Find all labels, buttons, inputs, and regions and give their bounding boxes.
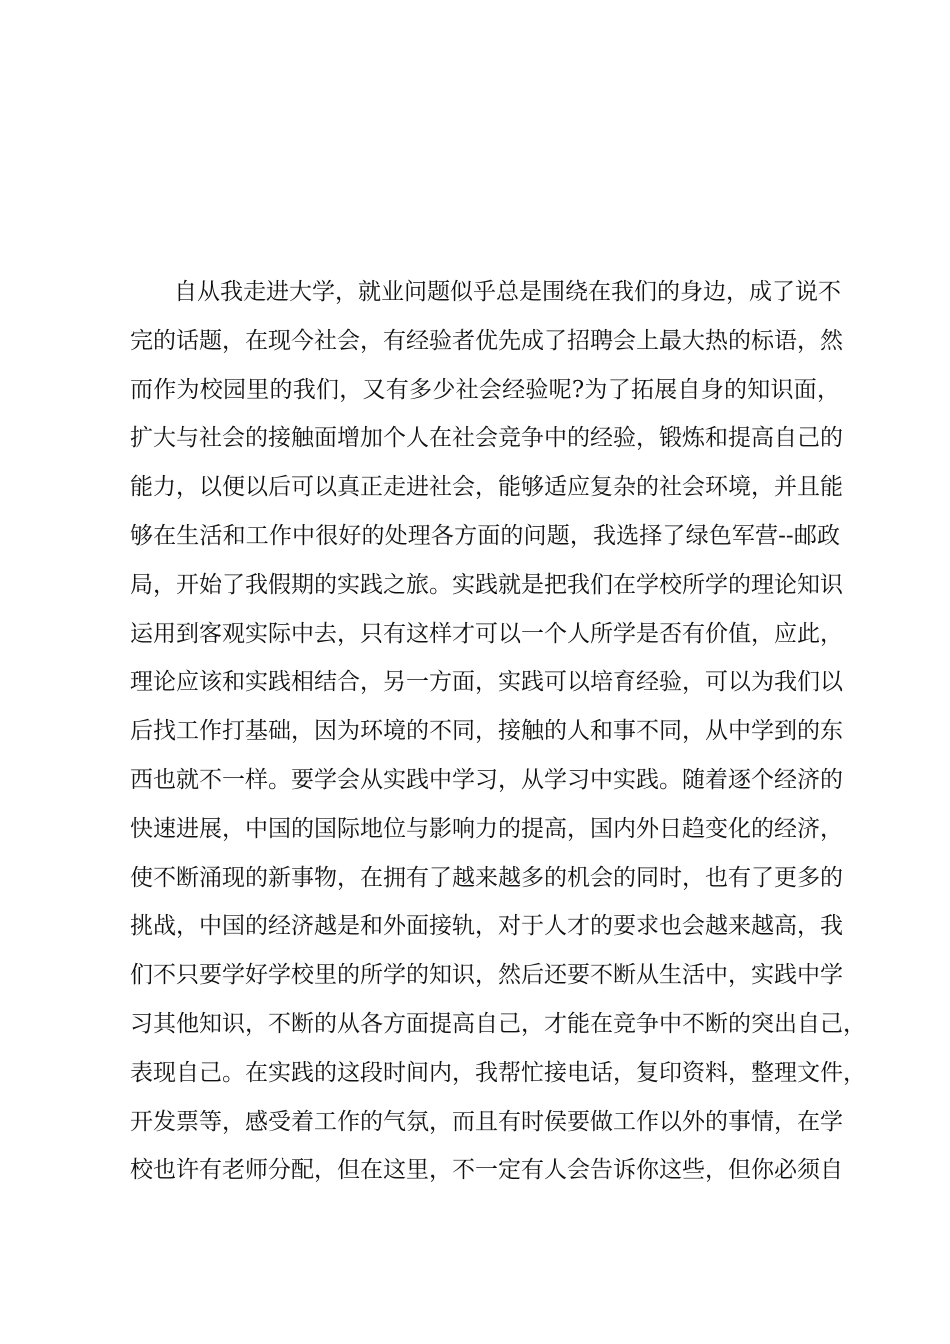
text-line: 完的话题，在现今社会，有经验者优先成了招聘会上最大热的标语，然	[130, 327, 843, 354]
text-line: 习其他知识，不断的从各方面提高自己，才能在竞争中不断的突出自己，	[130, 1010, 866, 1037]
text-line: 自从我走进大学，就业问题似乎总是围绕在我们的身边，成了说不	[174, 279, 841, 305]
text-line: 理论应该和实践相结合，另一方面，实践可以培育经验，可以为我们以	[130, 669, 843, 696]
text-line: 表现自己。在实践的这段时间内，我帮忙接电话，复印资料，整理文件，	[130, 1059, 866, 1086]
text-line: 挑战，中国的经济越是和外面接轨，对于人才的要求也会越来越高，我	[130, 913, 843, 940]
text-line: 局，开始了我假期的实践之旅。实践就是把我们在学校所学的理论知识	[130, 571, 843, 598]
text-line: 校也许有老师分配，但在这里，不一定有人会告诉你这些，但你必须自	[130, 1157, 843, 1184]
text-line: 快速进展，中国的国际地位与影响力的提高，国内外日趋变化的经济，	[130, 815, 843, 842]
text-line: 西也就不一样。要学会从实践中学习，从学习中实践。随着逐个经济的	[130, 766, 843, 793]
text-line: 而作为校园里的我们，又有多少社会经验呢?为了拓展自身的知识面，	[130, 376, 840, 403]
text-line: 们不只要学好学校里的所学的知识，然后还要不断从生活中，实践中学	[130, 962, 843, 989]
body-paragraph	[130, 268, 866, 1195]
text-line: 运用到客观实际中去，只有这样才可以一个人所学是否有价值，应此，	[130, 620, 843, 647]
text-line: 能力，以便以后可以真正走进社会，能够适应复杂的社会环境，并且能	[130, 474, 843, 501]
text-line: 后找工作打基础，因为环境的不同，接触的人和事不同，从中学到的东	[130, 718, 843, 745]
text-line: 开发票等，感受着工作的气氛，而且有时侯要做工作以外的事情，在学	[130, 1108, 843, 1135]
text-line: 使不断涌现的新事物，在拥有了越来越多的机会的同时，也有了更多的	[130, 864, 843, 891]
text-line: 够在生活和工作中很好的处理各方面的问题，我选择了绿色军营--邮政	[130, 522, 840, 549]
text-line: 扩大与社会的接触面增加个人在社会竞争中的经验，锻炼和提高自己的	[130, 425, 843, 452]
